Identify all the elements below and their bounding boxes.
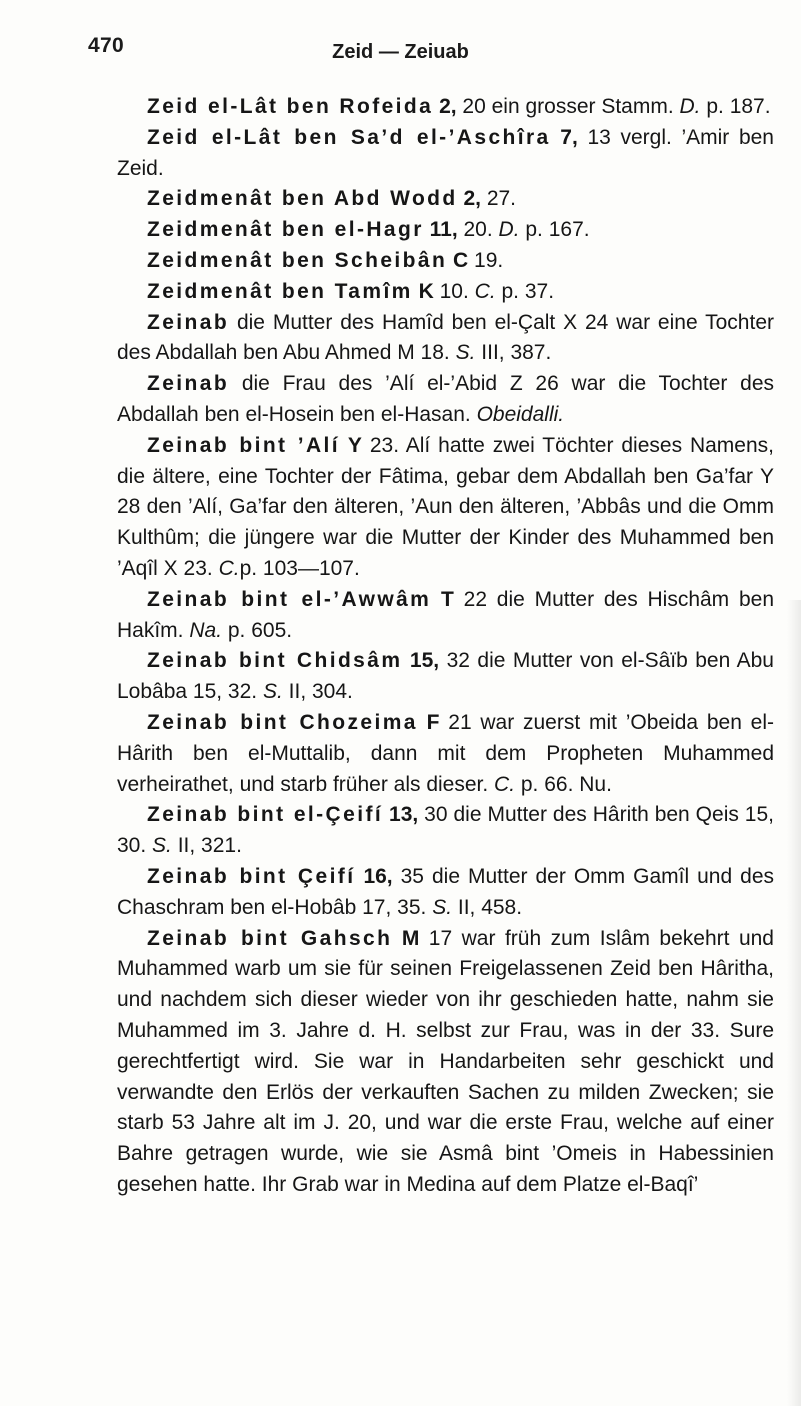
entry-source-detail: p. 37. [495,279,555,303]
dictionary-entry [117,123,774,185]
entry-reference: 16, [363,864,393,888]
entry-text: die Frau des ’Alí el-’Abid Z 26 war die Tochter des Abdallah ben el-Hosein ben el-Hasan. [117,372,774,426]
entry-reference: F [426,710,440,734]
entry-source-detail: p. 187. [700,95,771,118]
entry-headword: Zeinab bint Çeifí [147,864,356,888]
entry-source-detail: p. 66. Nu. [515,772,612,796]
entry-text: 17 war früh zum Islâm bekehrt und Muhammed warb um sie für seinen Freigelassenen Zeid ben Hâritha, und nachdem sich dieser wieder von ihr geschieden hatte, nahm sie Muhammed im 3. Jahre d. H. selbst zur Frau, was in der 33. Sure gerechtfertigt wird. Sie war in Handarbeiten sehr geschickt und verwandte den Erlös der verkauften Sachen zu milden Zwecken; sie starb 53 Jahre alt im J. 20, und war die erste Frau, welche auf einer Bahre getragen wurde, wie sie Asmâ bint ’Omeis in Habessinien gesehen hatte. Ihr Grab war in Medina auf dem Platze el-Baqî’ [117,926,774,1196]
page-edge-shadow [787,600,801,1406]
entry-reference: M [401,926,420,950]
entry-text: 21 war zuerst mit ’Obeida ben el-Hârith ben el-Muttalib, dann mit dem Propheten Muhammed verheirathet, und starb früher als dieser. [117,710,775,796]
entry-headword: Zeidmenât ben Abd Wodd [147,187,458,211]
entry-headword: Zeinab bint el-’Awwâm [147,587,432,611]
dictionary-entry [117,215,774,246]
entry-source: S. [152,834,172,858]
entry-reference: 2, [463,187,481,211]
entry-headword: Zeinab bint Chozeima [147,710,418,734]
entry-text: 19. [468,248,504,272]
entry-text: 23. Alí hatte zwei Töchter dieses Namens, die ältere, eine Tochter der Fâtima, gebar dem Abdallah ben Ga’far Y 28 den ’Alí, Ga’far den älteren, ’Aun den älteren, ’Abbâs und die Omm Kulthûm; die jüngere war die Mutter der Kinder des Muhammed ben ’Aqîl X 23. [117,433,774,580]
entry-text: 35 die Mutter der Omm Gamîl und des Chaschram ben el-Hobâb 17, 35. [117,864,774,919]
entry-headword: Zeidmenât ben Tamîm [147,279,413,303]
entry-headword: Zeinab [147,310,230,334]
entry-reference: C [453,248,469,272]
dictionary-entry [117,184,774,215]
entry-source-detail: II, 304. [282,680,353,704]
entry-reference: 11, [429,218,458,242]
entry-source-detail: p. 167. [519,218,590,242]
dictionary-entry [117,277,774,308]
entry-source-detail: III, 387. [475,341,552,365]
entry-text: 27. [480,187,517,211]
dictionary-entry [117,585,774,647]
entry-source: D. [498,218,520,242]
entry-source-detail: II, 321. [171,834,242,858]
entry-source: S. [455,341,476,365]
entry-list [117,92,774,1201]
dictionary-entry [117,646,774,708]
entry-headword: Zeid el-Lât ben Rofeida [147,95,434,118]
entry-text: 13 vergl. ’Amir ben Zeid. [117,125,774,180]
running-head: Zeid — Zeiuab [332,41,469,63]
dictionary-entry [117,862,774,924]
entry-source: S. [262,680,283,704]
entry-source: D. [679,95,701,118]
dictionary-entry [117,924,774,1201]
dictionary-entry [117,92,774,123]
dictionary-entry [117,708,774,800]
page-number: 470 [88,34,124,57]
entry-reference: 7, [560,125,578,149]
entry-source: C. [494,772,516,796]
entry-source: Obeidalli. [476,402,565,426]
entry-headword: Zeidmenât ben el-Hagr [147,218,424,242]
entry-reference: K [418,279,434,303]
entry-source-detail: p. 605. [222,618,293,642]
dictionary-entry [117,800,774,862]
entry-text: 32 die Mutter von el-Sâïb ben Abu Lobâba 15, 32. [117,649,774,704]
entry-source-detail: II, 458. [452,895,523,919]
dictionary-entry [117,308,774,370]
entry-source: Na. [189,618,223,642]
dictionary-entry [117,369,774,431]
entry-reference: 15, [409,649,440,673]
entry-reference: 2, [439,95,457,118]
entry-reference: Y [347,433,362,457]
entry-source: S. [432,895,453,919]
entry-reference: 13, [389,803,419,827]
entry-text: die Mutter des Hamîd ben el-Çalt X 24 war eine Tochter des Abdallah ben Abu Ahmed M 18. [117,310,774,365]
entry-source: C. [218,556,240,580]
dictionary-entry [117,431,774,585]
entry-headword: Zeinab [147,372,230,396]
entry-source-detail: p. 103—107. [239,556,360,580]
entry-headword: Zeinab bint Chidsâm [147,649,403,673]
entry-text: 20. [457,218,499,242]
dictionary-entry [117,246,774,277]
entry-headword: Zeidmenât ben Scheibân [147,248,448,272]
entry-reference: T [441,587,454,611]
entry-text: 22 die Mutter des Hischâm ben Hakîm. [117,587,774,642]
entry-headword: Zeinab bint el-Çeifí [147,803,384,827]
entry-headword: Zeid el-Lât ben Sa’d el-’Aschîra [147,125,551,149]
entry-headword: Zeinab bint Gahsch [147,926,393,950]
entry-text: 20 ein grosser Stamm. [456,95,680,118]
entry-source: C. [474,279,496,303]
entry-headword: Zeinab bint ’Alí [147,433,341,457]
entry-text: 30 die Mutter des Hârith ben Qeis 15, 30. [117,803,775,858]
entry-text: 10. [433,279,475,303]
